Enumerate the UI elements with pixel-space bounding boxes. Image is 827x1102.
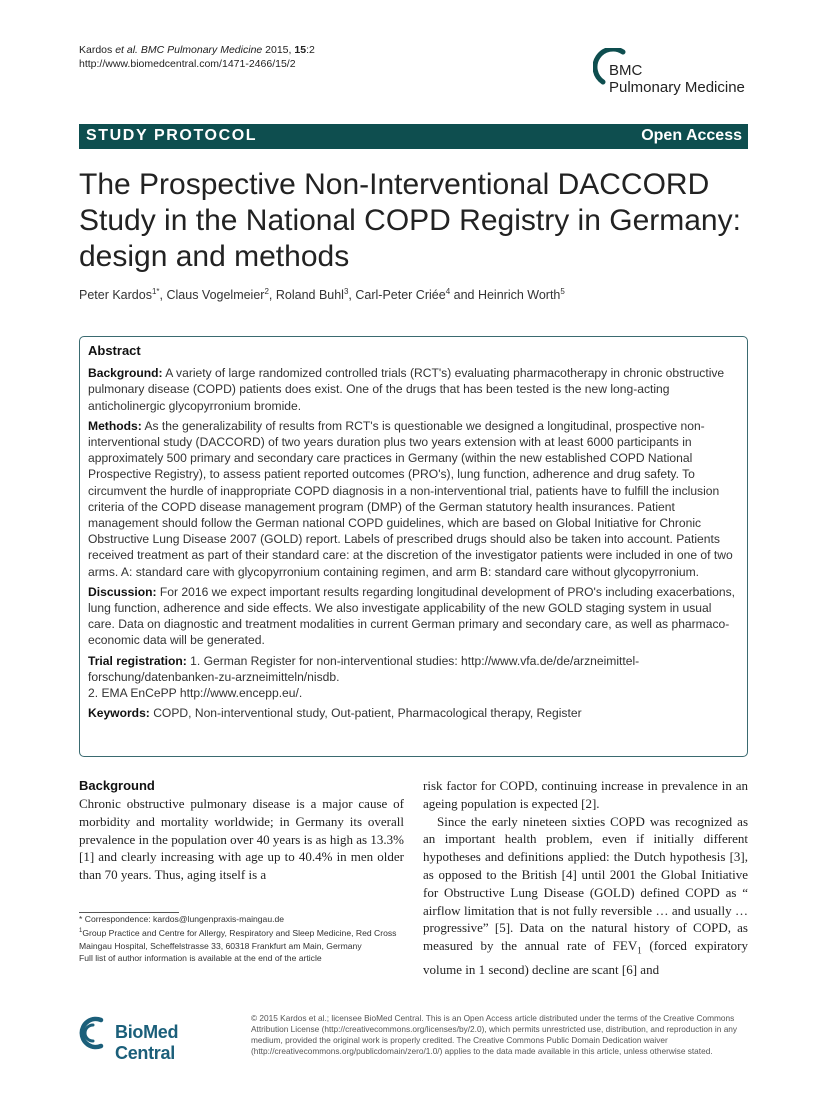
abstract-content [88, 343, 740, 725]
abstract-background-text: A variety of large randomized controlled trials (RCT's) evaluating pharmacotherapy in chronic obstructive pulmonary disease (COPD) patients does exist. One of the drugs that has been tested is the new long-acting anticholinergic glycopyrronium bromide. [88, 366, 725, 413]
body-paragraph-text: Since the early nineteen sixties COPD was recognized as an important health problem, even if initially different hypotheses and definitions applied: the Dutch hypothesis [3], as opposed to the British [4] until 2001 the Global Initiative for Obstructive Lung Disease (GOLD) defined COPD as “ airflow limitation that is not fully reversible … and usually …progressive” [5]. Data on the natural history of COPD, as measured by the annual rate of FEV [423, 813, 748, 954]
author-name: Heinrich Worth [477, 288, 561, 303]
body-paragraph [423, 813, 748, 979]
author-name: Claus Vogelmeier [166, 288, 265, 303]
body-column-left [79, 777, 404, 884]
body-column-right [423, 777, 748, 978]
background-paragraph: Chronic obstructive pulmonary disease is a major cause of morbidity and mortality worldwide; in Germany its overall prevalence in the population over 40 years is as high as 13.3% [1] and clearly increasing with age up to 40.4% in men older than 70 years. Thus, aging itself is a [79, 796, 404, 883]
abstract-trial-text[interactable]: 1. German Register for non-interventional studies: http://www.vfa.de/de/arzneimittel-forschung/datenbanken-zu-arzneimitteln/nisdb. [88, 653, 640, 684]
author-affil: 1* [151, 287, 160, 296]
journal-logo [593, 48, 753, 104]
journal-logo-text [609, 62, 745, 96]
footnotes [79, 913, 409, 964]
author-affil: 2 [264, 287, 269, 296]
abstract-methods [88, 418, 740, 580]
body-paragraph: risk factor for COPD, continuing increase in prevalence in an ageing population is expected [2]. [423, 778, 748, 811]
affiliation-text: Group Practice and Centre for Allergy, Respiratory and Sleep Medicine, Red Cross Maingau Hospital, Scheffelstrasse 33, 60318 Frankfurt am Main, Germany [79, 928, 397, 951]
author-affil: 4 [445, 287, 451, 296]
journal-logo-line1: BMC [609, 62, 643, 79]
citation-header [79, 43, 315, 71]
abstract-trial [88, 653, 740, 685]
abstract-background-label: Background: [88, 366, 163, 381]
citation-line [79, 43, 315, 57]
background-heading: Background [79, 778, 155, 793]
license-text: © 2015 Kardos et al.; licensee BioMed Central. This is an Open Access article distributed under the terms of the Creative Commons Attribution License (http://creativecommons.org/licenses/by/2.0), which permits unrestricted use, distribution, and reproduction in any medium, provided the original work is properly credited. The Creative Commons Public Domain Dedication waiver (http://creativecommons.org/publicdomain/zero/1.0/) applies to the data made available in this article, unless otherwise stated. [251, 1013, 738, 1056]
abstract-background [88, 365, 740, 414]
author-name: Roland Buhl [275, 288, 344, 303]
citation-authors: Kardos [79, 44, 116, 56]
abstract-methods-label: Methods: [88, 418, 142, 433]
article-title: The Prospective Non-Interventional DACCORD Study in the National COPD Registry in Germany: design and methods [79, 168, 741, 273]
biomed-circle-icon [79, 1016, 113, 1050]
abstract-keywords-text: COPD, Non-interventional study, Out-patient, Pharmacological therapy, Register [149, 706, 582, 721]
abstract-keywords [88, 705, 740, 721]
affiliation [79, 925, 409, 952]
publisher-logo [79, 1016, 239, 1063]
author-affil: 3 [343, 287, 349, 296]
citation-journal: et al. BMC Pulmonary Medicine [115, 44, 263, 56]
citation-year: 2015, [262, 44, 295, 56]
author-name: Carl-Peter Criée [355, 288, 446, 303]
fev-subscript: 1 [637, 945, 642, 956]
abstract-discussion-label: Discussion: [88, 584, 157, 599]
citation-volume: 15 [294, 44, 307, 56]
author-list [79, 287, 565, 302]
abstract-heading: Abstract [88, 343, 141, 358]
citation-url[interactable]: http://www.biomedcentral.com/1471-2466/15/2 [79, 58, 296, 70]
author-sep: , [268, 288, 276, 303]
open-access-label: Open Access [641, 127, 742, 144]
abstract-keywords-label: Keywords: [88, 706, 150, 721]
author-affil: 5 [560, 287, 565, 296]
section-type: STUDY PROTOCOL [86, 127, 258, 144]
abstract-methods-text: As the generalizability of results from RCT's is questionable we designed a longitudinal, prospective non-interventional study (DACCORD) of two years duration plus two years extension with at least 6000 participants in approximately 500 primary and secondary care practices in Germany (within the new established COPD National Prospective Registry), to assess patient reported outcomes (PRO's), lung function, adherence and drug safety. To circumvent the hurdle of inappropriate COPD diagnosis in a non-interventional trial, patients have to fulfill the inclusion criteria of the COPD disease management program (DMP) of the German statutory health insurances. Patient management should follow the German national COPD guidelines, which are based on Global Initiative for Chronic Obstructive Lung Disease 2007 (GOLD) report. Labels of prescribed drugs should also be taken into account. Patients received treatment as part of their standard care: at the discretion of the investigator patients were included in one of two arms. A: standard care with glycopyrronium containing regimen, and arm B: standard care without glycopyrronium. [88, 418, 733, 579]
publisher-logo-text: BioMed Central [115, 1022, 179, 1063]
section-banner [79, 124, 748, 149]
author-name: Peter Kardos [79, 288, 152, 303]
abstract-discussion [88, 584, 740, 649]
abstract-box [79, 336, 748, 757]
journal-logo-line2: Pulmonary Medicine [609, 79, 745, 96]
correspondence[interactable]: * Correspondence: kardos@lungenpraxis-maingau.de [79, 914, 285, 924]
abstract-trial-label: Trial registration: [88, 653, 187, 668]
abstract-discussion-text: For 2016 we expect important results regarding longitudinal development of PRO's including exacerbations, lung function, adherence and side effects. We also investigate applicability of the new GOLD staging system in usual care. Data on diagnostic and treatment modalities in current German primary and secondary care, as well as pharmaco-economic data will be generated. [88, 584, 735, 648]
author-sep: , [159, 288, 167, 303]
author-sep: , [348, 288, 356, 303]
abstract-trial-2[interactable]: 2. EMA EnCePP http://www.encepp.eu/. [88, 686, 303, 701]
citation-issue: :2 [306, 44, 315, 56]
author-sep: and [450, 288, 478, 303]
author-info-note: Full list of author information is available at the end of the article [79, 953, 322, 964]
affiliation-sup: 1 [79, 928, 83, 935]
body-paragraph-text: (forced expiratory volume in 1 second) decline are scant [6] and [423, 938, 748, 977]
